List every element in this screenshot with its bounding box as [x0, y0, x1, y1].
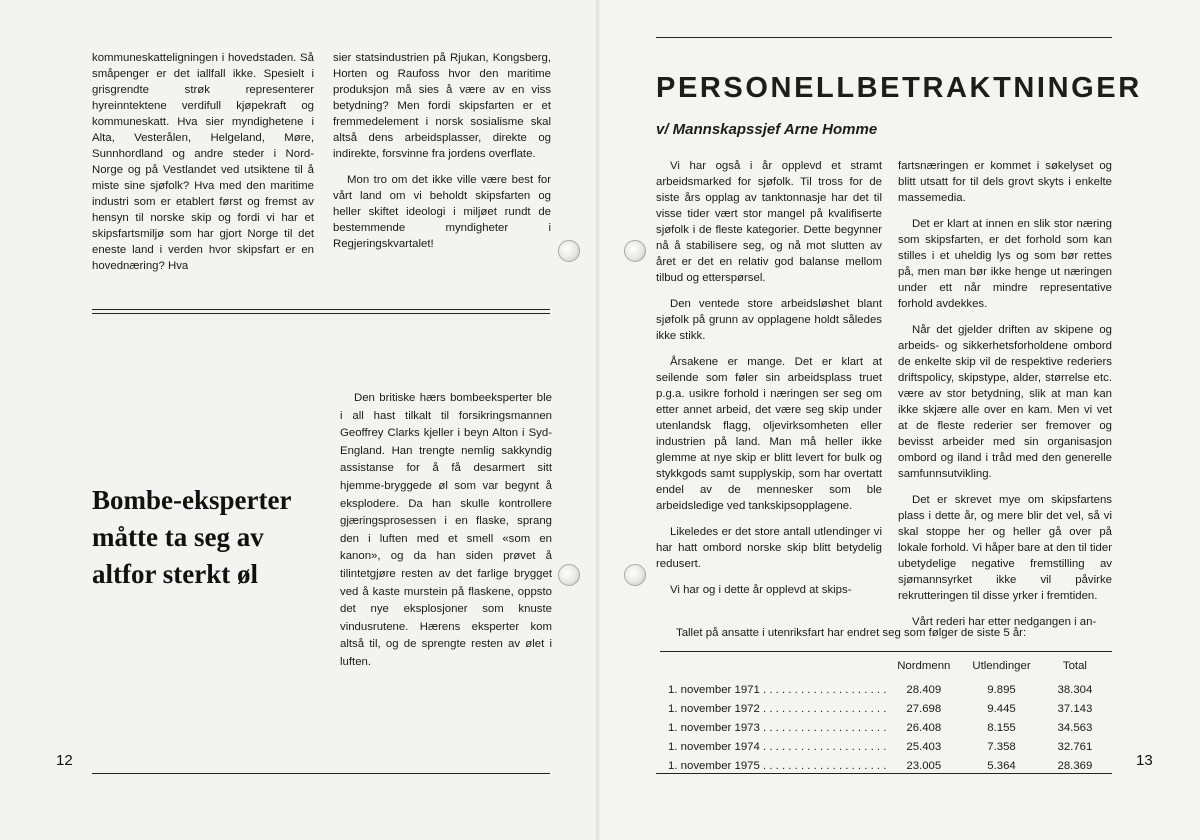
table-row	[668, 699, 1108, 718]
table-cell: 1. november 1974 . . . . . . . . . . . . . . . . . . . .	[668, 740, 887, 753]
paragraph: Mon tro om det ikke ville være best for vårt land om vi beholdt skipsfarten og heller skiftet ideologi i miljøet rundt de bestemmende myndigheter i Regjeringskvartalet!	[333, 174, 551, 250]
paragraph: Vi har også i år opplevd et stramt arbeidsmarked for sjøfolk. Til tross for de siste års opplag av tanktonnasje har det til visse tider vært stor mangel på kvalifiserte sjøfolk i de fleste kategorier. Dette begynner nå å stabilisere seg, og nå mot slutten av året er det en relativ god balanse mellom tilbud og etterspørsel.	[656, 160, 882, 284]
right-page	[600, 0, 1200, 840]
table-cell: 9.445	[987, 702, 1016, 715]
table-cell: 23.005	[906, 759, 942, 772]
table-cell: 34.563	[1057, 721, 1093, 734]
bottom-rule-right	[656, 773, 1112, 774]
table-cell: 7.358	[987, 740, 1016, 753]
paragraph: Årsakene er mange. Det er klart at seilende som føler sin arbeidsplass truet p.g.a. usikre forhold i næringen ser seg om etter annet arbeid, det være seg skip under utenlandsk flagg, oljevirksomheten eller industrien på land. Man må heller ikke glemme at nye skip er blitt levert for bulk og stykkgods samt supplyskip, som har overtatt endel av de mennesker som ble arbeidsledige ved tankskipsopplagene.	[656, 356, 882, 512]
top-rule-right	[656, 37, 1112, 38]
page-number-left: 12	[56, 752, 73, 769]
paragraph: sier statsindustrien på Rjukan, Kongsberg, Horten og Raufoss hvor den maritime produksjon må sies å være av en viss betydning? Men fordi skipsfarten er et fremmedelement i norsk sosialisme skal altså dens arbeidsplasser, direkte og indirekte, forsvinne fra jordens overflate.	[333, 52, 551, 160]
section-divider	[92, 309, 550, 310]
table-cell: 28.409	[906, 683, 942, 696]
table-cell: 25.403	[906, 740, 942, 753]
punch-hole	[624, 564, 646, 586]
article-column-2	[898, 158, 1112, 640]
table-cell: 28.369	[1057, 759, 1093, 772]
article-byline: v/ Mannskapssjef Arne Homme	[656, 121, 878, 138]
page-number-right: 13	[1136, 752, 1153, 769]
table-caption: Tallet på ansatte i utenriksfart har endret seg som følger de siste 5 år:	[676, 627, 1027, 639]
table-cell: 1. november 1973 . . . . . . . . . . . . . . . . . . . .	[668, 721, 887, 734]
paragraph: fartsnæringen er kommet i søkelyset og blitt utsatt for til dels grovt skyts i enkelte massemedia.	[898, 160, 1112, 204]
table-row	[668, 737, 1108, 756]
table-cell: 37.143	[1057, 702, 1093, 715]
paragraph: Vi har og i dette år opplevd at skips-	[670, 584, 852, 596]
article-column-1	[656, 158, 882, 608]
table-cell: 1. november 1972 . . . . . . . . . . . . . . . . . . . .	[668, 702, 887, 715]
punch-hole	[624, 240, 646, 262]
paragraph: Vårt rederi har etter nedgangen i an-	[912, 616, 1097, 628]
story-headline: Bombe-eksperter måtte ta seg av altfor sterkt øl	[92, 485, 291, 589]
table-cell: 9.895	[987, 683, 1016, 696]
paragraph: Det er klart at innen en slik stor næring som skipsfarten, er det forhold som kan stilles i et uheldig lys og som bør rettes på, men man bør ikke henge ut næringen under ett når mindre representative forhold avdekkes.	[898, 218, 1112, 310]
table-top-rule	[660, 651, 1112, 652]
paragraph: Det er skrevet mye om skipsfartens plass i dette år, og mere blir det vel, så vi skal stoppe her og heller gå over på lokale forhold. Vi håper bare at den til tider ubetydelige negative fremstilling av sjømannsyrket ikke vil påvirke rekrutteringen til disse yrker i fremtiden.	[898, 494, 1112, 602]
punch-hole	[558, 240, 580, 262]
table-cell: 26.408	[906, 721, 942, 734]
paragraph: kommuneskatteligningen i hovedstaden. Så småpenger er det iallfall ikke. Spesielt i grisgrendte strøk representerer hyreinntektene verdifull kjøpekraft og kommuneskatt. Hva sier myndighetene i Alta, Vesterålen, Helgeland, Møre, Sunnhordland og andre steder i Nord-Norge og på Vestlandet ved utsiktene til å miste sine sjøfolk? Hva med den maritime industri som er etablert først og fremst av hensyn til norske skip og fordi vi har et skipsfartsmiljø som har gjort Norge til det eneste land i verden hvor skipsfart er en hovednæring? Hva	[92, 52, 314, 272]
table-cell: 38.304	[1057, 683, 1093, 696]
table-cell: 1. november 1971 . . . . . . . . . . . . . . . . . . . .	[668, 683, 887, 696]
story-text: Den britiske hærs bombeeksperter ble i all hast tilkalt til forsikringsmannen Geoffrey Clarks kjeller i beyn Alton i Syd-England. Han trengte nemlig sakkyndig assistanse for å få desarmert sitt hjemme-bryggede øl som var begynt å eksplodere. Da han skulle kontrollere gjæringsprosessen i en flaske, sprang den i luften med et smell «som en kanon», og da han siden prøvet å tilintetgjøre resten av det farlige brygget ved å kaste murstein på flaskene, oppsto det nye eksplosjoner som knuste vindusrutene. Hærens eksperter kom altså til, og de sprengte resten av ølet i luften.	[340, 392, 552, 668]
article-title: PERSONELLBETRAKTNINGER	[656, 72, 1142, 104]
table-header: Total	[1062, 659, 1087, 672]
table-cell: 5.364	[987, 759, 1016, 772]
left-top-column-2	[333, 50, 551, 262]
table-header: Nordmenn	[897, 659, 951, 672]
table-header-row	[668, 656, 1108, 675]
table-header: Utlendinger	[972, 659, 1031, 672]
table-cell: 32.761	[1057, 740, 1093, 753]
table-row	[668, 680, 1108, 699]
paragraph: Den ventede store arbeidsløshet blant sjøfolk på grunn av opplagene holdt således ikke stikk.	[656, 298, 882, 342]
table-row	[668, 718, 1108, 737]
table-header	[668, 656, 886, 675]
table-cell: 1. november 1975 . . . . . . . . . . . . . . . . . . . .	[668, 759, 887, 772]
paragraph: Likeledes er det store antall utlendinger vi har hatt ombord norske skip blitt betydelig redusert.	[656, 526, 882, 570]
punch-hole	[558, 564, 580, 586]
story-column	[340, 390, 552, 682]
left-top-column-1	[92, 50, 314, 284]
table-cell: 27.698	[906, 702, 942, 715]
paragraph: Når det gjelder driften av skipene og arbeids- og sikkerhetsforholdene ombord de enkelte skip vil de respektive rederiers driftspolicy, skipstype, alder, størrelse etc. være av stor betydning, slik at man kan ikke skjære alle over en kam. Men vi vet at de fleste rederier ser fremover og bevisst arbeider med sin organisasjon ombord og iland i tråd med den generelle samfunnsutvikling.	[898, 324, 1112, 480]
employment-table	[668, 656, 1108, 775]
table-cell: 8.155	[987, 721, 1016, 734]
bottom-rule-left	[92, 773, 550, 774]
